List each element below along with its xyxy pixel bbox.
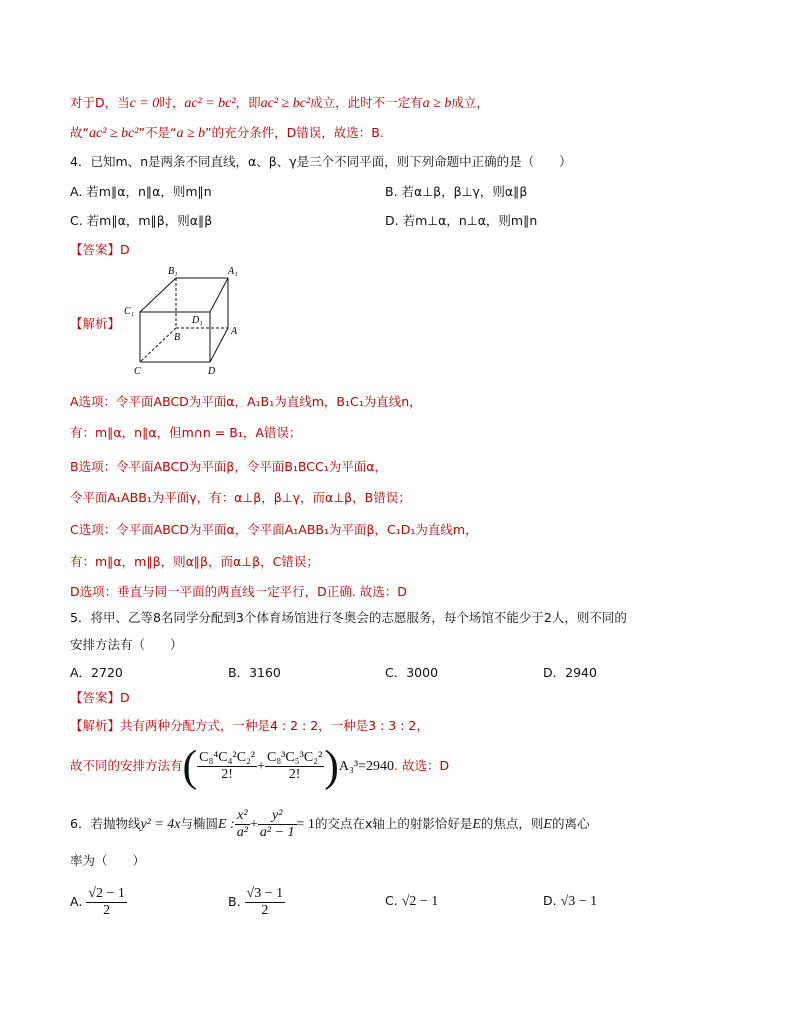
math: c = 0 [129, 96, 160, 111]
math: ac² ≥ bc² [260, 96, 311, 111]
option-a-fraction [86, 886, 127, 919]
math: A₃³=2940 [338, 759, 395, 774]
denominator: 2 [103, 903, 111, 918]
text: 故不同的安排方法有 [70, 758, 183, 773]
q4-option-d: D. 若m⊥α，n⊥α，则m∥n [385, 213, 538, 228]
label-a1: A₁ [228, 266, 238, 277]
text: 对于D，当 [70, 95, 130, 110]
q4-analysis-line-2: 有：m∥α，n∥α，但m∩n = B₁，A错误； [70, 425, 302, 440]
denominator: a² − 1 [259, 825, 295, 840]
q3-line2 [70, 124, 384, 143]
q6-option-b [228, 884, 285, 920]
denominator: 2! [221, 767, 233, 782]
math: E [543, 817, 552, 832]
q5-option-d: D．2940 [543, 665, 597, 680]
text: 的焦点，则 [480, 816, 544, 831]
q4-option-c: C. 若m∥α，m∥β，则α∥β [70, 213, 213, 228]
q5-option-a: A．2720 [70, 665, 123, 680]
q6-option-d [543, 892, 597, 911]
q6-stem-line2: 率为（ ） [70, 853, 146, 868]
q4-answer: 【答案】D [70, 242, 130, 257]
q4-analysis-line-6: 有：m∥α，m∥β，则α∥β，而α⊥β，C错误； [70, 554, 319, 569]
q4-analysis-line-7: D选项：垂直与同一平面的两直线一定平行，D正确. 故选：D [70, 584, 407, 599]
math: ac² = bc² [184, 96, 236, 111]
plus: + [257, 759, 266, 774]
denominator: 2! [288, 767, 301, 782]
text: ”的充分条件，D错误，故选：B. [205, 125, 384, 140]
q4-analysis-line-1: A选项：令平面ABCD为平面α，A₁B₁为直线m，B₁C₁为直线n， [70, 394, 422, 409]
fraction-2 [265, 750, 324, 783]
numerator: √3 − 1 [246, 886, 284, 901]
math: a ≥ b [176, 126, 206, 141]
math: y² = 4x [140, 817, 181, 832]
option-label: D. [543, 893, 557, 908]
q5-stem-line1: 5．将甲、乙等8名同学分配到3个体育场馆进行冬奥会的志愿服务，每个场馆不能少于2人，则不同的 [70, 610, 627, 625]
q4-option-a: A. 若m∥α，n∥α，则m∥n [70, 184, 212, 199]
label-c: C [134, 366, 141, 377]
fraction-1 [197, 750, 257, 783]
q4-stem: 4．已知m、n是两条不同直线，α、β、γ是三个不同平面，则下列命题中正确的是（ ） [70, 154, 572, 169]
fraction-y [258, 808, 297, 841]
numerator: C₈³C₅³C₂² [267, 750, 323, 765]
text: 时， [159, 95, 185, 110]
text: 故“ [70, 125, 89, 140]
fraction-x [235, 808, 250, 841]
q4-analysis-line-3: B选项：令平面ABCD为平面β，令平面B₁BCC₁为平面α， [70, 459, 387, 474]
cube-figure [120, 262, 250, 378]
edge-b-c-hidden [140, 328, 176, 362]
option-value: √3 − 1 [560, 894, 598, 909]
numerator: √2 − 1 [88, 886, 125, 901]
q5-answer: 【答案】D [70, 690, 130, 705]
edge-b1-c1 [140, 278, 176, 312]
math: E [472, 817, 481, 832]
denominator: a² [236, 825, 248, 840]
text: 的离心 [551, 816, 590, 831]
right-paren: ) [324, 741, 339, 791]
q4-analysis-line-4: 令平面A₁ABB₁为平面γ，有：α⊥β，β⊥γ，而α⊥β，B错误； [70, 490, 411, 505]
math: ac² ≥ bc² [88, 126, 139, 141]
option-label: A. [70, 894, 83, 909]
math: a ≥ b [422, 96, 452, 111]
text: . 故选：D [394, 758, 450, 773]
numerator: x² [235, 808, 250, 825]
option-value: √2 − 1 [401, 894, 439, 909]
text: 的交点在x轴上的射影恰好是 [314, 816, 473, 831]
q4-option-b: B. 若α⊥β，β⊥γ，则α∥β [385, 184, 528, 199]
q4-analysis-label: 【解析】 [70, 316, 121, 331]
q6-option-c [385, 892, 438, 911]
left-paren: ( [182, 741, 198, 791]
q6-stem [70, 806, 590, 843]
text: 6．若抛物线 [70, 816, 141, 831]
q5-option-b: B．3160 [228, 665, 281, 680]
label-b1: B₁ [168, 266, 178, 277]
label-d: D [208, 366, 216, 377]
math: = 1 [296, 817, 315, 832]
edge-a1-d1 [210, 278, 228, 312]
q3-line1 [70, 94, 489, 113]
q4-analysis-line-5: C选项：令平面ABCD为平面α，令平面A₁ABB₁为平面β，C₁D₁为直线m， [70, 522, 478, 537]
numerator: y² [258, 808, 297, 825]
q5-analysis: 【解析】共有两种分配方式，一种是4 : 2 : 2，一种是3 : 3 : 2， [70, 718, 429, 733]
text: 成立， [451, 95, 489, 110]
q5-conclusion [70, 741, 450, 791]
text: ，即 [235, 95, 261, 110]
text: 成立，此时不一定有 [310, 95, 423, 110]
q5-option-c: C．3000 [385, 665, 439, 680]
label-b: B [174, 332, 181, 343]
numerator: C₈⁴C₄²C₂² [199, 750, 256, 765]
edge-a-d [210, 328, 228, 362]
denominator: 2 [261, 903, 269, 918]
option-label: B. [228, 894, 241, 909]
label-a: A [231, 326, 238, 337]
math: E : [218, 817, 235, 832]
plus: + [249, 817, 258, 832]
option-label: C. [385, 893, 398, 908]
label-d1: D₁ [192, 315, 203, 326]
text: 与椭圆 [180, 816, 219, 831]
q5-stem-line2: 安排方法有（ ） [70, 637, 183, 652]
label-c1: C₁ [124, 306, 135, 317]
text: ”不是“ [138, 125, 177, 140]
q6-option-a [70, 884, 127, 920]
option-b-fraction [245, 886, 286, 919]
